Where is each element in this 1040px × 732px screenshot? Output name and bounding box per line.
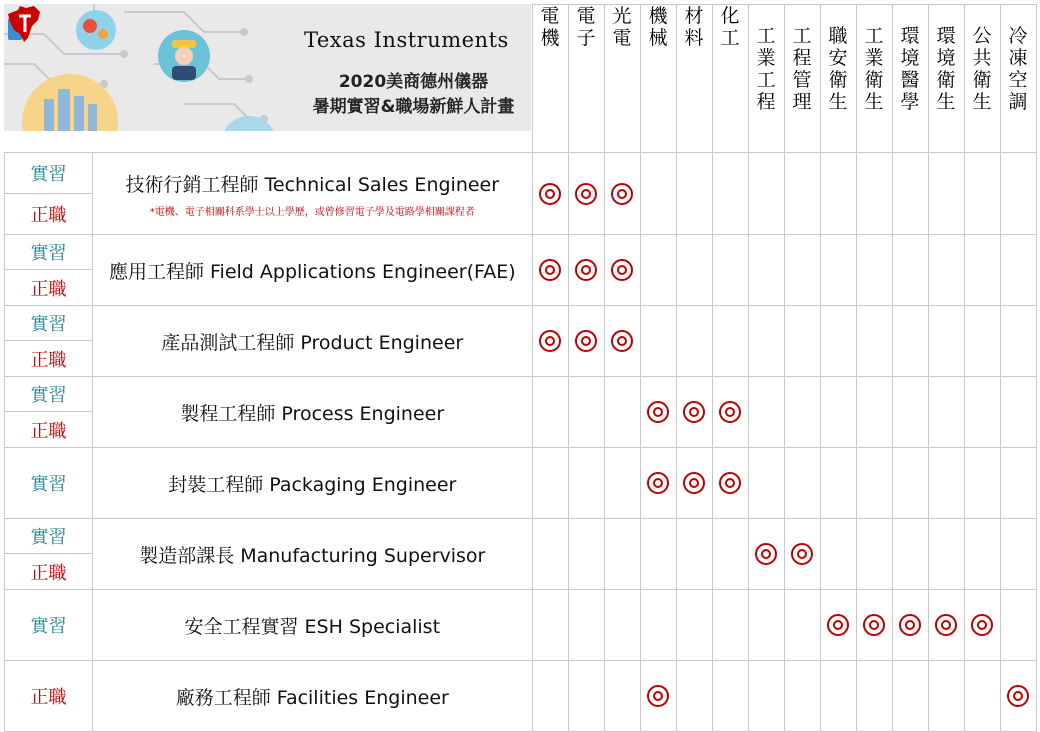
department-match-cell: [568, 153, 604, 235]
match-target-icon: [611, 183, 633, 205]
department-match-cell: [748, 661, 784, 732]
fulltime-tag: 正職: [5, 661, 93, 732]
department-match-cell: [568, 519, 604, 590]
department-match-cell: [532, 590, 568, 661]
department-match-cell: [712, 590, 748, 661]
job-title: 應用工程師 Field Applications Engineer(FAE): [108, 260, 516, 283]
department-header-row: [5, 5, 1037, 153]
department-header: 公 共 衛 生: [964, 5, 1000, 153]
fulltime-tag: 正職: [5, 554, 93, 590]
table-row: [5, 519, 1037, 554]
match-target-icon: [683, 472, 705, 494]
department-match-cell: [1000, 377, 1036, 448]
department-match-cell: [856, 448, 892, 519]
department-match-cell: [640, 519, 676, 590]
department-match-cell: [532, 377, 568, 448]
department-match-cell: [604, 590, 640, 661]
department-match-cell: [892, 235, 928, 306]
department-header: 工 業 工 程: [748, 5, 784, 153]
department-match-cell: [712, 235, 748, 306]
department-header: 機 械: [640, 5, 676, 153]
department-match-cell: [964, 306, 1000, 377]
department-match-cell: [640, 448, 676, 519]
department-match-cell: [748, 306, 784, 377]
table-row: [5, 590, 1037, 661]
department-match-cell: [676, 377, 712, 448]
department-match-cell: [964, 661, 1000, 732]
department-match-cell: [640, 590, 676, 661]
program-title-line-1: 2020美商德州儀器: [338, 72, 489, 92]
job-rows: [5, 153, 1037, 732]
match-target-icon: [755, 543, 777, 565]
match-target-icon: [611, 330, 633, 352]
match-target-icon: [971, 614, 993, 636]
job-requirement-note: *電機、電子相關科系學士以上學歷，或曾修習電子學及電路學相關課程者: [149, 206, 475, 218]
job-title: 技術行銷工程師 Technical Sales Engineer: [125, 173, 500, 196]
table-row: [5, 661, 1037, 732]
department-match-cell: [856, 590, 892, 661]
match-target-icon: [719, 472, 741, 494]
department-match-cell: [928, 153, 964, 235]
match-target-icon: [647, 472, 669, 494]
department-match-cell: [784, 661, 820, 732]
department-match-cell: [784, 590, 820, 661]
match-target-icon: [647, 685, 669, 707]
fulltime-tag: 正職: [5, 341, 93, 377]
department-match-cell: [928, 448, 964, 519]
department-match-cell: [568, 235, 604, 306]
match-target-icon: [539, 259, 561, 281]
job-title: 安全工程實習 ESH Specialist: [184, 615, 441, 638]
job-title-cell: [93, 235, 532, 306]
job-title: 製造部課長 Manufacturing Supervisor: [139, 544, 486, 567]
department-match-cell: [568, 590, 604, 661]
fulltime-tag: 正職: [5, 412, 93, 448]
job-title-cell: [93, 519, 532, 590]
department-match-cell: [676, 153, 712, 235]
department-match-cell: [892, 377, 928, 448]
table-row: [5, 306, 1037, 341]
job-matrix-table: [4, 4, 1037, 732]
department-match-cell: [928, 661, 964, 732]
department-match-cell: [532, 306, 568, 377]
department-match-cell: [892, 519, 928, 590]
department-match-cell: [928, 519, 964, 590]
intern-tag: 實習: [5, 306, 93, 341]
department-match-cell: [784, 448, 820, 519]
department-match-cell: [676, 306, 712, 377]
department-match-cell: [604, 306, 640, 377]
header-spacer: [5, 5, 533, 153]
department-match-cell: [532, 448, 568, 519]
department-match-cell: [604, 377, 640, 448]
match-target-icon: [539, 330, 561, 352]
department-match-cell: [604, 235, 640, 306]
department-match-cell: [820, 519, 856, 590]
department-match-cell: [784, 519, 820, 590]
department-match-cell: [928, 377, 964, 448]
department-match-cell: [676, 235, 712, 306]
match-target-icon: [935, 614, 957, 636]
ti-logo-text: Texas Instruments: [304, 28, 509, 52]
department-match-cell: [640, 377, 676, 448]
job-title-cell: [93, 661, 532, 732]
department-match-cell: [676, 519, 712, 590]
table-row: [5, 448, 1037, 519]
job-title-cell: [93, 153, 532, 235]
department-match-cell: [748, 519, 784, 590]
job-title: 製程工程師 Process Engineer: [180, 402, 445, 425]
intern-tag: 實習: [5, 590, 93, 661]
department-header: 材 料: [676, 5, 712, 153]
match-target-icon: [827, 614, 849, 636]
department-header: 電 子: [568, 5, 604, 153]
department-match-cell: [892, 448, 928, 519]
table-row: [5, 377, 1037, 412]
department-match-cell: [712, 377, 748, 448]
department-match-cell: [1000, 153, 1036, 235]
department-match-cell: [964, 377, 1000, 448]
department-match-cell: [1000, 661, 1036, 732]
department-match-cell: [568, 448, 604, 519]
job-title-cell: [93, 377, 532, 448]
job-title: 產品測試工程師 Product Engineer: [161, 331, 464, 354]
department-match-cell: [856, 306, 892, 377]
job-title: 廠務工程師 Facilities Engineer: [175, 686, 449, 709]
department-match-cell: [712, 153, 748, 235]
intern-tag: 實習: [5, 448, 93, 519]
match-target-icon: [647, 401, 669, 423]
department-header: 化 工: [712, 5, 748, 153]
match-target-icon: [899, 614, 921, 636]
match-target-icon: [791, 543, 813, 565]
department-match-cell: [856, 153, 892, 235]
match-target-icon: [863, 614, 885, 636]
department-match-cell: [676, 590, 712, 661]
intern-tag: 實習: [5, 235, 93, 270]
department-match-cell: [712, 661, 748, 732]
department-match-cell: [676, 448, 712, 519]
department-match-cell: [748, 153, 784, 235]
department-match-cell: [532, 519, 568, 590]
job-title-cell: [93, 590, 532, 661]
department-match-cell: [1000, 235, 1036, 306]
match-target-icon: [1007, 685, 1029, 707]
match-target-icon: [539, 183, 561, 205]
program-title-line-2: 暑期實習&職場新鮮人計畫: [312, 97, 515, 117]
match-target-icon: [611, 259, 633, 281]
department-match-cell: [532, 153, 568, 235]
department-match-cell: [856, 519, 892, 590]
department-match-cell: [640, 306, 676, 377]
department-match-cell: [784, 235, 820, 306]
department-header: 工 程 管 理: [784, 5, 820, 153]
department-match-cell: [748, 448, 784, 519]
fulltime-tag: 正職: [5, 270, 93, 306]
intern-tag: 實習: [5, 519, 93, 554]
department-match-cell: [532, 235, 568, 306]
match-target-icon: [575, 330, 597, 352]
department-match-cell: [568, 306, 604, 377]
table-row: [5, 235, 1037, 270]
department-match-cell: [604, 448, 640, 519]
match-target-icon: [719, 401, 741, 423]
fulltime-tag: 正職: [5, 194, 93, 235]
department-match-cell: [964, 235, 1000, 306]
match-target-icon: [575, 259, 597, 281]
department-match-cell: [820, 235, 856, 306]
match-target-icon: [683, 401, 705, 423]
match-target-icon: [575, 183, 597, 205]
department-match-cell: [892, 306, 928, 377]
department-match-cell: [640, 235, 676, 306]
department-match-cell: [1000, 306, 1036, 377]
department-match-cell: [748, 377, 784, 448]
job-title-cell: [93, 448, 532, 519]
department-match-cell: [820, 448, 856, 519]
department-match-cell: [604, 519, 640, 590]
department-match-cell: [928, 306, 964, 377]
department-match-cell: [784, 377, 820, 448]
department-match-cell: [1000, 519, 1036, 590]
intern-tag: 實習: [5, 377, 93, 412]
department-match-cell: [748, 590, 784, 661]
department-match-cell: [604, 661, 640, 732]
department-match-cell: [892, 153, 928, 235]
intern-tag: 實習: [5, 153, 93, 194]
department-match-cell: [820, 661, 856, 732]
department-match-cell: [1000, 448, 1036, 519]
department-match-cell: [568, 661, 604, 732]
department-match-cell: [928, 235, 964, 306]
department-match-cell: [532, 661, 568, 732]
department-match-cell: [964, 519, 1000, 590]
department-match-cell: [784, 153, 820, 235]
department-match-cell: [820, 153, 856, 235]
department-match-cell: [1000, 590, 1036, 661]
department-header: 職 安 衛 生: [820, 5, 856, 153]
department-match-cell: [856, 377, 892, 448]
department-match-cell: [712, 448, 748, 519]
department-header: 電 機: [532, 5, 568, 153]
department-header: 工 業 衛 生: [856, 5, 892, 153]
department-match-cell: [640, 153, 676, 235]
job-title: 封裝工程師 Packaging Engineer: [168, 473, 457, 496]
department-header: 光 電: [604, 5, 640, 153]
department-match-cell: [712, 306, 748, 377]
table-row: [5, 153, 1037, 194]
department-match-cell: [568, 377, 604, 448]
department-match-cell: [820, 590, 856, 661]
department-match-cell: [964, 153, 1000, 235]
job-title-cell: [93, 306, 532, 377]
department-match-cell: [676, 661, 712, 732]
department-match-cell: [640, 661, 676, 732]
department-match-cell: [604, 153, 640, 235]
department-header: 環 境 衛 生: [928, 5, 964, 153]
department-header: 環 境 醫 學: [892, 5, 928, 153]
department-match-cell: [748, 235, 784, 306]
department-match-cell: [856, 235, 892, 306]
department-match-cell: [892, 590, 928, 661]
department-match-cell: [784, 306, 820, 377]
department-match-cell: [820, 306, 856, 377]
department-match-cell: [964, 448, 1000, 519]
department-match-cell: [964, 590, 1000, 661]
department-match-cell: [928, 590, 964, 661]
department-match-cell: [892, 661, 928, 732]
department-header: 冷 凍 空 調: [1000, 5, 1036, 153]
department-match-cell: [820, 377, 856, 448]
department-match-cell: [712, 519, 748, 590]
department-match-cell: [856, 661, 892, 732]
